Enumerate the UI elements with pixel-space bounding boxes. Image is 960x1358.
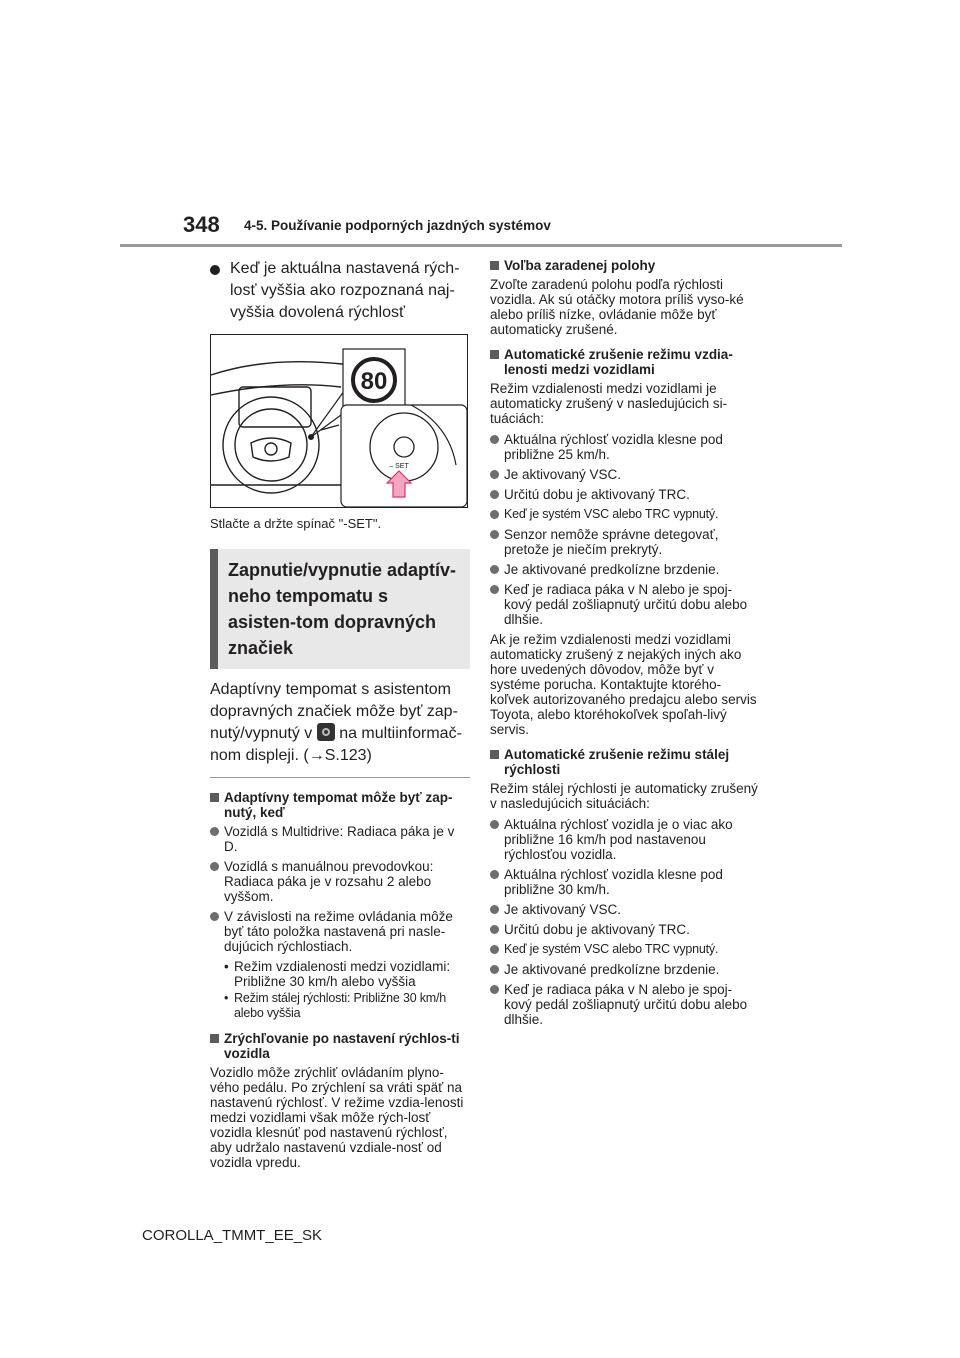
settings-gear-icon: [317, 723, 335, 741]
steering-wheel-figure: [210, 334, 468, 508]
section-title: 4-5. Používanie podporných jazdných systémov: [244, 218, 551, 233]
section-intro: [210, 679, 470, 767]
section-heading-box: Zapnutie/vypnutie adaptív-neho tempomatu s asisten-tom dopravných značiek: [210, 549, 470, 669]
list-item: Keď je systém VSC alebo TRC vypnutý.: [490, 942, 758, 957]
list-item: Keď je radiaca páka v N alebo je spoj-kový pedál zošliapnutý určitú dobu alebo dlhšie.: [490, 982, 758, 1027]
list-item: Určitú dobu je aktivovaný TRC.: [490, 922, 758, 937]
subheading-auto-cancel-constant: Automatické zrušenie režimu stálej rýchlosti: [490, 747, 758, 777]
divider: [210, 777, 470, 778]
sub-list-item: • Režim vzdialenosti medzi vozidlami: Približne 30 km/h alebo vyššia: [210, 959, 470, 989]
list-item: Aktuálna rýchlosť vozidla klesne pod približne 25 km/h.: [490, 432, 758, 462]
speed-sign-label: 80: [360, 368, 388, 395]
section-intro-text-2: na multiinformač-nom displeji. (→S.123): [210, 725, 462, 764]
main-bullet: [210, 258, 470, 324]
section-intro-text-1: Adaptívny tempomat s asistentom dopravných značiek môže byť zap-nutý/vypnutý v: [210, 681, 458, 742]
paragraph: Vozidlo môže zrýchliť ovládaním plyno-vého pedálu. Po zrýchlení sa vráti späť na nastavenú rýchlosť. V režime vzdia-lenosti medzi vozidlami však môže rých-losť vozidla klesnúť pod nastavenú rýchlosť, aby udržalo nastavenú vzdiale-nosť od vozidla vpredu.: [210, 1065, 464, 1170]
steering-wheel-illustration: [211, 335, 467, 507]
figure-caption: Stlačte a držte spínač "-SET".: [210, 516, 382, 531]
paragraph: Ak je režim vzdialenosti medzi vozidlami automaticky zrušený z nejakých iných ako hore uvedených dôvodov, môže byť v systéme porucha. Kontaktujte ktorého-koľvek autorizovaného predajcu alebo servis Toyota, alebo ktoréhokoľvek spoľah-livý servis.: [490, 632, 757, 737]
subheading-enable: Adaptívny tempomat môže byť zap-nutý, keď: [210, 790, 470, 820]
list-item: Je aktivovaný VSC.: [490, 902, 758, 917]
main-bullet-text: Keď je aktuálna nastavená rých-losť vyššia ako rozpoznaná naj-vyššia dovolená rýchlosť: [230, 260, 460, 321]
list-item: Určitú dobu je aktivovaný TRC.: [490, 487, 758, 502]
subheading-auto-cancel-distance: Automatické zrušenie režimu vzdia-lenosti medzi vozidlami: [490, 347, 758, 377]
list-item: Aktuálna rýchlosť vozidla je o viac ako približne 16 km/h pod nastavenou rýchlosťou vozidla.: [490, 817, 758, 862]
right-column: [490, 258, 758, 1032]
list-item: Aktuálna rýchlosť vozidla klesne pod približne 30 km/h.: [490, 867, 758, 897]
left-column: [210, 258, 470, 1176]
set-switch-label: – SET: [389, 463, 409, 470]
footer-doc-code: COROLLA_TMMT_EE_SK: [142, 1227, 323, 1244]
subheading-acceleration: Zrýchľovanie po nastavení rýchlos-ti vozidla: [210, 1031, 470, 1061]
paragraph: Režim stálej rýchlosti je automaticky zrušený v nasledujúcich situáciách:: [490, 781, 758, 811]
sub-list-item: • Režim stálej rýchlosti: Približne 30 km/h alebo vyššia: [210, 991, 470, 1021]
header-rule: [120, 244, 842, 247]
list-item: Je aktivované predkolízne brzdenie.: [490, 962, 758, 977]
page-number: 348: [183, 212, 220, 237]
bullet-dot-icon: [210, 265, 220, 275]
list-item: Je aktivovaný VSC.: [490, 467, 758, 482]
list-item: Senzor nemôže správne detegovať, pretože je niečím prekrytý.: [490, 527, 758, 557]
paragraph: Zvoľte zaradenú polohu podľa rýchlosti vozidla. Ak sú otáčky motora príliš vyso-ké alebo príliš nízke, ovládanie môže byť automaticky zrušené.: [490, 277, 744, 337]
subheading-gear: Voľba zaradenej polohy: [490, 258, 758, 273]
list-item: V závislosti na režime ovládania môže byť táto položka nastavená pri nasle-dujúcich rýchlostiach.: [210, 909, 470, 954]
paragraph: Režim vzdialenosti medzi vozidlami je automaticky zrušený v nasledujúcich si-tuáciách:: [490, 381, 728, 426]
list-item: Keď je systém VSC alebo TRC vypnutý.: [490, 507, 758, 522]
list-item: Keď je radiaca páka v N alebo je spoj-kový pedál zošliapnutý určitú dobu alebo dlhšie.: [490, 582, 758, 627]
list-item: Vozidlá s Multidrive: Radiaca páka je v D.: [210, 824, 470, 854]
list-item: Vozidlá s manuálnou prevodovkou: Radiaca páka je v rozsahu 2 alebo vyššom.: [210, 859, 470, 904]
list-item: Je aktivované predkolízne brzdenie.: [490, 562, 758, 577]
